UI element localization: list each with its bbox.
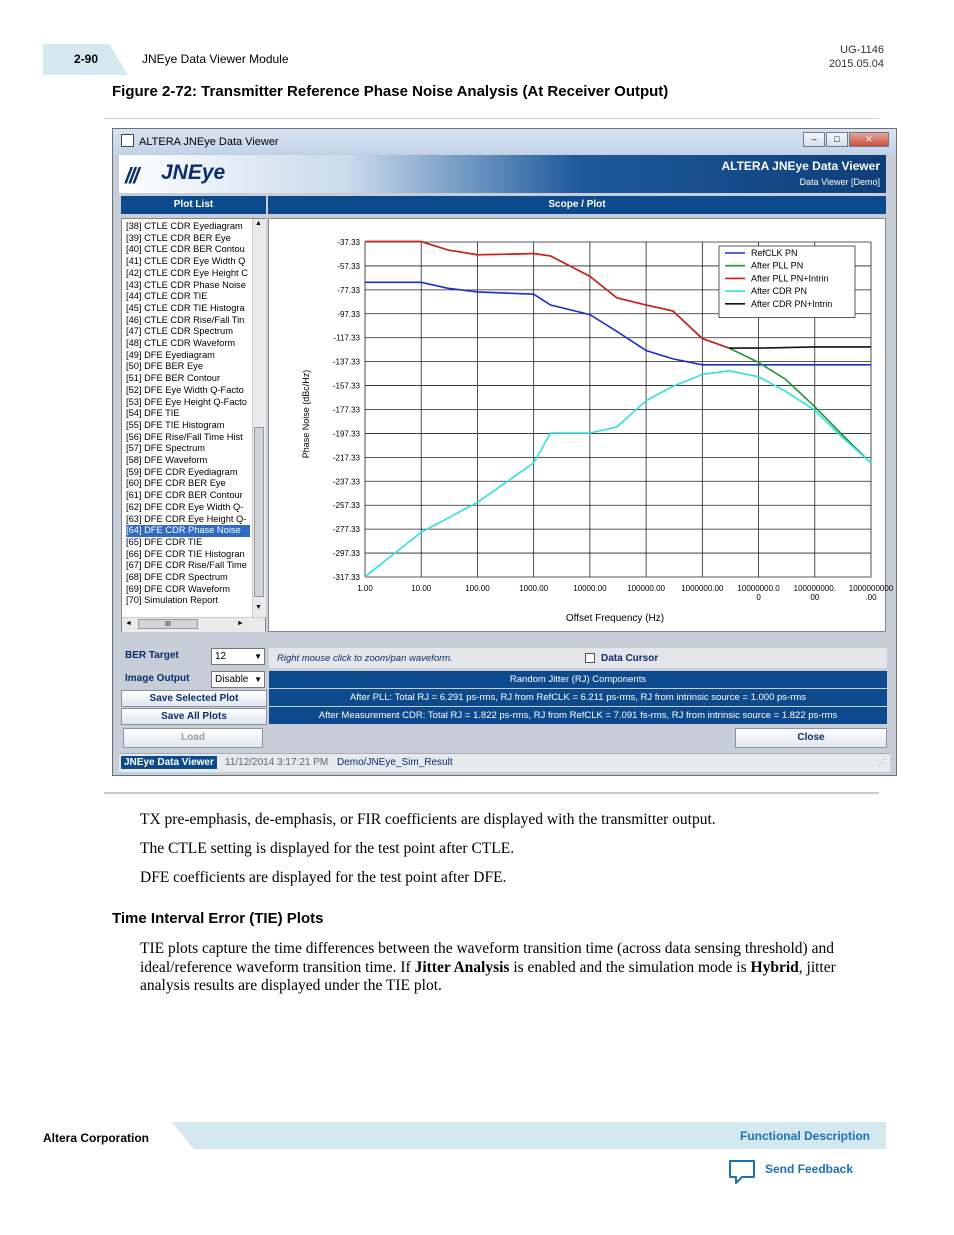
section-heading: Time Interval Error (TIE) Plots [112,910,324,927]
plot-list-item[interactable]: [66] DFE CDR TIE Histogran [126,548,245,559]
maximize-button[interactable]: □ [826,132,848,147]
paragraph: The CTLE setting is displayed for the test point after CTLE. [140,840,515,857]
plot-list-item[interactable]: [67] DFE CDR Rise/Fall Time [126,560,247,571]
x-tick-label: 1000.00 [519,584,549,593]
app-icon [121,134,134,147]
y-tick-label: -217.33 [332,453,360,463]
plot-list-item[interactable]: [59] DFE CDR Eyediagram [126,466,238,477]
y-tick-label: -117.33 [333,333,360,343]
y-tick-label: -297.33 [332,549,360,559]
plot-list-vertical-scrollbar[interactable] [252,219,266,617]
x-tick-label: 10000000.0 [737,584,780,593]
page-number: 2-90 [74,52,99,66]
logo-text: JNEye [161,161,226,184]
doc-id-block [829,43,884,71]
doc-date: 2015.05.04 [828,58,884,70]
app-window [112,128,897,776]
plot-toolbar [269,648,887,668]
scroll-thumb[interactable] [254,427,264,597]
status-bar [119,753,890,772]
x-tick-label: 10.00 [411,584,432,593]
banner-title: ALTERA JNEye Data Viewer [721,159,880,173]
plot-list-header: Plot List [121,196,266,214]
legend-entry: After PLL PN [751,260,804,271]
plot-list-item[interactable]: [58] DFE Waveform [126,455,208,465]
x-tick-label: 100000.00 [627,584,666,593]
footer-company: Altera Corporation [43,1131,150,1145]
title-bar[interactable] [113,129,896,154]
text-span: is enabled and the simulation mode is [509,958,751,976]
series-line [365,371,871,577]
series-line [729,347,871,348]
x-tick-label: 10000.00 [573,584,607,593]
load-button[interactable]: Load [123,728,263,748]
legend-entry: RefCLK PN [751,248,798,258]
ber-target-value: 12 [215,651,227,662]
minimize-button[interactable]: – [803,132,825,147]
plot-list-item[interactable]: [45] CTLE CDR TIE Histogra [126,302,245,313]
plot-list-item[interactable]: [70] Simulation Report [126,595,218,606]
figure-caption: Figure 2-72: Transmitter Reference Phase Noise Analysis (At Receiver Output) [112,83,669,100]
status-path: Demo/JNEye_Sim_Result [337,757,453,768]
scope-plot-header: Scope / Plot [268,196,886,214]
plot-list-item[interactable]: [39] CTLE CDR BER Eye [126,232,231,243]
x-tick-label: 1.00 [357,584,373,593]
zoom-hint: Right mouse click to zoom/pan waveform. [277,653,453,664]
bold-term: Hybrid [750,958,799,976]
banner-subtitle: Data Viewer [Demo] [799,177,880,187]
plot-list-item[interactable]: [69] DFE CDR Waveform [126,583,231,594]
image-output-value: Disable [215,674,249,685]
plot-list-item[interactable]: [60] DFE CDR BER Eye [126,478,226,489]
scope-plot-panel[interactable] [268,218,894,632]
plot-list-item[interactable]: [42] CTLE CDR Eye Height C [126,267,248,278]
plot-list-item[interactable]: [64] DFE CDR Phase Noise [126,525,250,537]
x-axis-label: Offset Frequency (Hz) [565,613,665,624]
rj-components-bar: Random Jitter (RJ) Components [269,671,887,688]
rj-after-pll: After PLL: Total RJ = 6.291 ps-rms, RJ from RefCLK = 6.211 ps-rms, RJ from intrinsic source = 1.000 ps-rms [269,689,887,706]
legend-entry: After CDR PN [751,286,808,297]
plot-list-item[interactable]: [52] DFE Eye Width Q-Facto [126,384,244,395]
jneye-logo-icon: /// [125,163,138,188]
y-tick-label: -157.33 [332,381,360,391]
y-tick-label: -197.33 [332,429,360,439]
legend-entry: After PLL PN+Intrin [751,273,829,284]
plot-list-item[interactable]: [48] CTLE CDR Waveform [126,338,236,348]
feedback-icon[interactable] [727,1158,757,1186]
app-banner [119,155,886,193]
send-feedback-link[interactable]: Send Feedback [765,1162,854,1176]
plot-list-item[interactable]: [56] DFE Rise/Fall Time Hist [126,431,243,442]
plot-list-item[interactable]: [46] CTLE CDR Rise/Fall Tin [126,314,245,325]
plot-list-item[interactable]: [68] DFE CDR Spectrum [126,572,228,582]
scroll-thumb-h[interactable]: III [138,619,198,629]
data-cursor-label: Data Cursor [601,653,659,664]
plot-list-item[interactable]: [62] DFE CDR Eye Width Q- [126,501,244,512]
close-window-button[interactable]: ✕ [849,132,889,147]
paragraph: DFE coefficients are displayed for the test point after DFE. [140,869,507,886]
plot-list-item[interactable]: [63] DFE CDR Eye Height Q- [126,513,247,524]
plot-list-item[interactable]: [38] CTLE CDR Eyediagram [126,221,243,231]
x-tick-label: 0 [756,593,761,602]
plot-list-item[interactable]: [51] DFE BER Contour [126,373,221,384]
y-tick-label: -257.33 [332,501,360,511]
image-output-label: Image Output [125,673,190,684]
divider [104,792,879,794]
text-span: , jitter analysis results are displayed under the TIE plot. [140,958,836,994]
x-tick-label: 100.00 [465,584,490,593]
y-tick-label: -277.33 [332,525,360,535]
scroll-down-icon[interactable]: ▼ [255,604,262,611]
window-title: ALTERA JNEye Data Viewer [139,136,279,148]
plot-list-item[interactable]: [61] DFE CDR BER Contour [126,490,243,501]
chevron-down-icon: ▼ [254,675,262,684]
status-timestamp: 11/12/2014 3:17:21 PM [225,757,329,768]
close-button[interactable]: Close [735,728,887,748]
doc-id: UG-1146 [840,44,884,56]
image-output-select[interactable] [211,671,265,688]
y-tick-label: -177.33 [332,405,360,415]
y-tick-label: -237.33 [332,477,360,487]
chevron-down-icon: ▼ [254,652,262,661]
plot-list-item[interactable]: [57] DFE Spectrum [126,443,206,454]
status-app-name: JNEye Data Viewer [121,756,217,769]
plot-list-item[interactable]: [65] DFE CDR TIE [126,536,203,547]
bold-term: Jitter Analysis [414,958,510,976]
plot-list-item[interactable]: [44] CTLE CDR TIE [126,291,208,302]
plot-list-item[interactable]: [55] DFE TIE Histogram [126,419,225,430]
x-tick-label: 100000000. [793,584,836,593]
scroll-right-icon[interactable]: ► [237,620,244,627]
y-tick-label: -137.33 [332,357,360,367]
plot-list-item[interactable]: [50] DFE BER Eye [126,361,203,372]
phase-noise-chart[interactable] [269,219,894,631]
series-line [365,242,729,349]
y-tick-label: -77.33 [337,285,360,295]
header-title: JNEye Data Viewer Module [142,52,289,66]
footer-section-link[interactable]: Functional Description [739,1129,870,1143]
plot-list-horizontal-scrollbar[interactable] [122,617,265,632]
scroll-left-icon[interactable]: ◄ [125,620,132,627]
resize-grip-icon[interactable]: ⋰ [878,758,886,767]
scroll-up-icon[interactable]: ▲ [255,220,262,227]
y-tick-label: -97.33 [337,309,360,319]
legend-entry: After CDR PN+Intrin [751,298,833,309]
plot-list-item[interactable]: [47] CTLE CDR Spectrum [126,326,233,337]
data-cursor-checkbox[interactable] [585,653,595,663]
x-tick-label: 1000000.00 [681,584,724,593]
plot-list-item[interactable]: [53] DFE Eye Height Q-Facto [126,396,247,407]
plot-list-item[interactable]: [54] DFE TIE [126,408,180,419]
paragraph [140,940,870,996]
y-tick-label: -37.33 [337,238,360,247]
plot-list-item[interactable]: [49] DFE Eyediagram [126,349,215,360]
paragraph: TX pre-emphasis, de-emphasis, or FIR coefficients are displayed with the transmitter output. [140,811,716,828]
controls-area [121,646,886,750]
y-tick-label: -57.33 [337,261,360,271]
save-selected-plot-button[interactable]: Save Selected Plot [121,690,267,707]
rj-after-cdr: After Measurement CDR: Total RJ = 1.822 ps-rms, RJ from RefCLK = 7.091 fs-rms, RJ from intrinsic source = 1.822 ps-rms [269,707,887,724]
plot-list-item[interactable]: [40] CTLE CDR BER Contou [126,244,245,255]
y-tick-label: -317.33 [332,573,360,582]
divider [104,118,879,119]
ber-target-label: BER Target [125,650,179,661]
ber-target-select[interactable] [211,648,265,665]
plot-list[interactable] [121,218,266,632]
plot-list-item[interactable]: [41] CTLE CDR Eye Width Q [126,256,246,267]
y-axis-label: Phase Noise (dBc/Hz) [301,369,311,459]
x-tick-label: 1000000000 [848,584,894,593]
x-tick-label: .00 [865,593,877,602]
save-all-plots-button[interactable]: Save All Plots [121,708,267,725]
x-tick-label: 00 [810,593,820,602]
text-span: TIE plots capture the time differences between the waveform transition time (across data sensing threshold) and ideal/reference waveform transition time. If [140,940,834,976]
plot-list-item[interactable]: [43] CTLE CDR Phase Noise [126,279,246,290]
